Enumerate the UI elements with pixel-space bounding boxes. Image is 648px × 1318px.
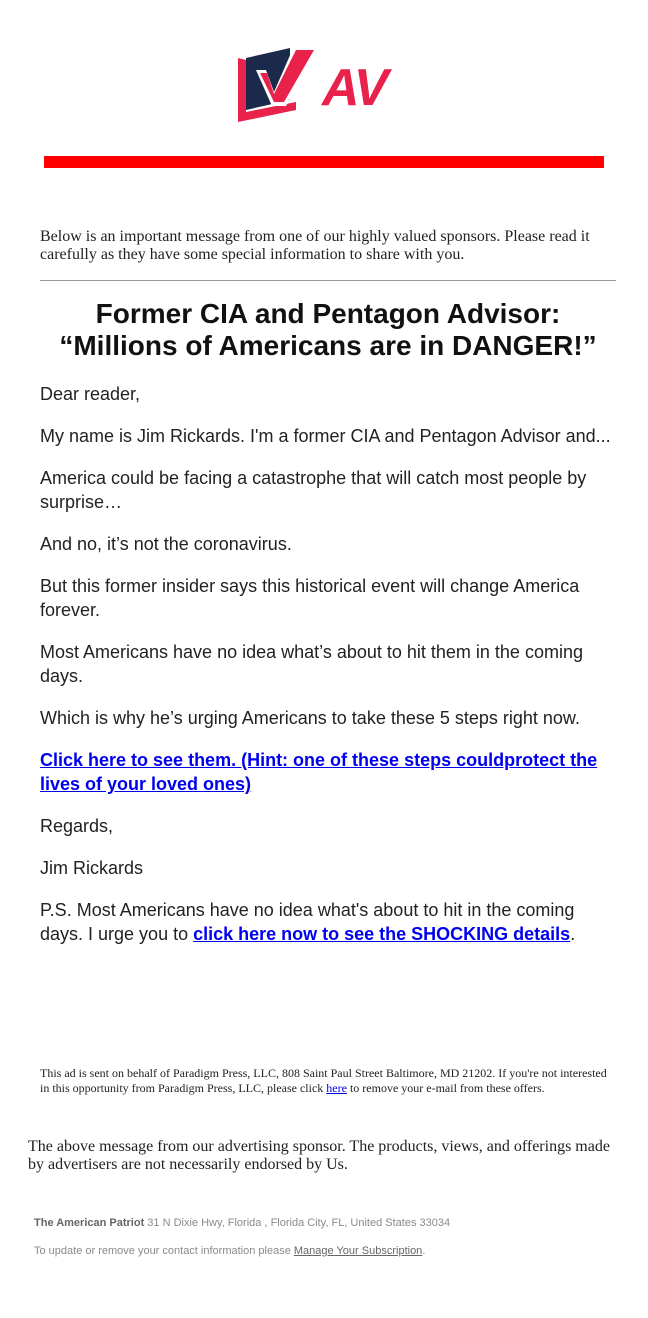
ps-period: .	[570, 924, 576, 944]
red-divider-bar	[44, 156, 604, 168]
regards: Regards,	[40, 816, 114, 836]
unsubscribe-here-link[interactable]: here	[326, 1081, 347, 1095]
ad-disclaimer	[40, 1066, 612, 1096]
ps-text: P.S. Most Americans have no idea what's about to hit in the coming days. I urge you to	[40, 900, 575, 944]
ps-paragraph	[40, 898, 616, 946]
disclaimer-text: This ad is sent on behalf of Paradigm Press, LLC, 808 Saint Paul Street Baltimore, MD 21202. If you're not interested in this opportunity from Paradigm Press, LLC, please click	[40, 1066, 607, 1095]
av-logo-icon	[236, 44, 412, 126]
footer-org-name: The American Patriot	[34, 1217, 145, 1229]
headline-line-2: “Millions of Americans are in DANGER!”	[59, 330, 597, 361]
disclaimer-text-end: to remove your e-mail from these offers.	[346, 1081, 545, 1095]
manage-subscription-link[interactable]: Manage Your Subscription	[293, 1245, 423, 1257]
footer-manage	[34, 1245, 614, 1258]
footer-address	[34, 1217, 614, 1230]
signature: Jim Rickards	[40, 858, 144, 878]
greeting: Dear reader,	[40, 384, 141, 404]
cta-link[interactable]: Click here to see them. (Hint: one of these steps couldprotect the lives of your loved ones)	[40, 750, 598, 794]
paragraph-not-coronavirus: And no, it’s not the coronavirus.	[40, 534, 292, 554]
footer-address-text: 31 N Dixie Hwy, Florida , Florida City, FL, United States 33034	[144, 1217, 451, 1229]
logo-wordmark: AV	[322, 59, 387, 117]
headline-line-1: Former CIA and Pentagon Advisor:	[95, 298, 561, 329]
manage-suffix: .	[422, 1245, 426, 1257]
paragraph-historical-event: But this former insider says this historical event will change America forever.	[40, 576, 580, 620]
letter-body	[40, 382, 616, 964]
sponsor-note: The above message from our advertising sponsor. The products, views, and offerings made by advertisers are not necessarily endorsed by Us.	[28, 1138, 610, 1173]
intro-text: Below is an important message from one of our highly valued sponsors. Please read it carefully as they have some special information to share with you.	[40, 228, 590, 263]
cta-paragraph	[40, 748, 616, 796]
manage-prefix: To update or remove your contact information please	[34, 1245, 294, 1257]
horizontal-rule	[40, 280, 616, 281]
paragraph-intro: My name is Jim Rickards. I'm a former CIA and Pentagon Advisor and...	[40, 426, 611, 446]
paragraph-five-steps: Which is why he’s urging Americans to take these 5 steps right now.	[40, 708, 580, 728]
headline	[40, 298, 616, 362]
ps-shocking-details-link[interactable]: click here now to see the SHOCKING details	[193, 924, 571, 944]
paragraph-catastrophe: America could be facing a catastrophe that will catch most people by surprise…	[40, 468, 587, 512]
brand-logo	[0, 44, 648, 126]
paragraph-no-idea: Most Americans have no idea what’s about to hit them in the coming days.	[40, 642, 583, 686]
